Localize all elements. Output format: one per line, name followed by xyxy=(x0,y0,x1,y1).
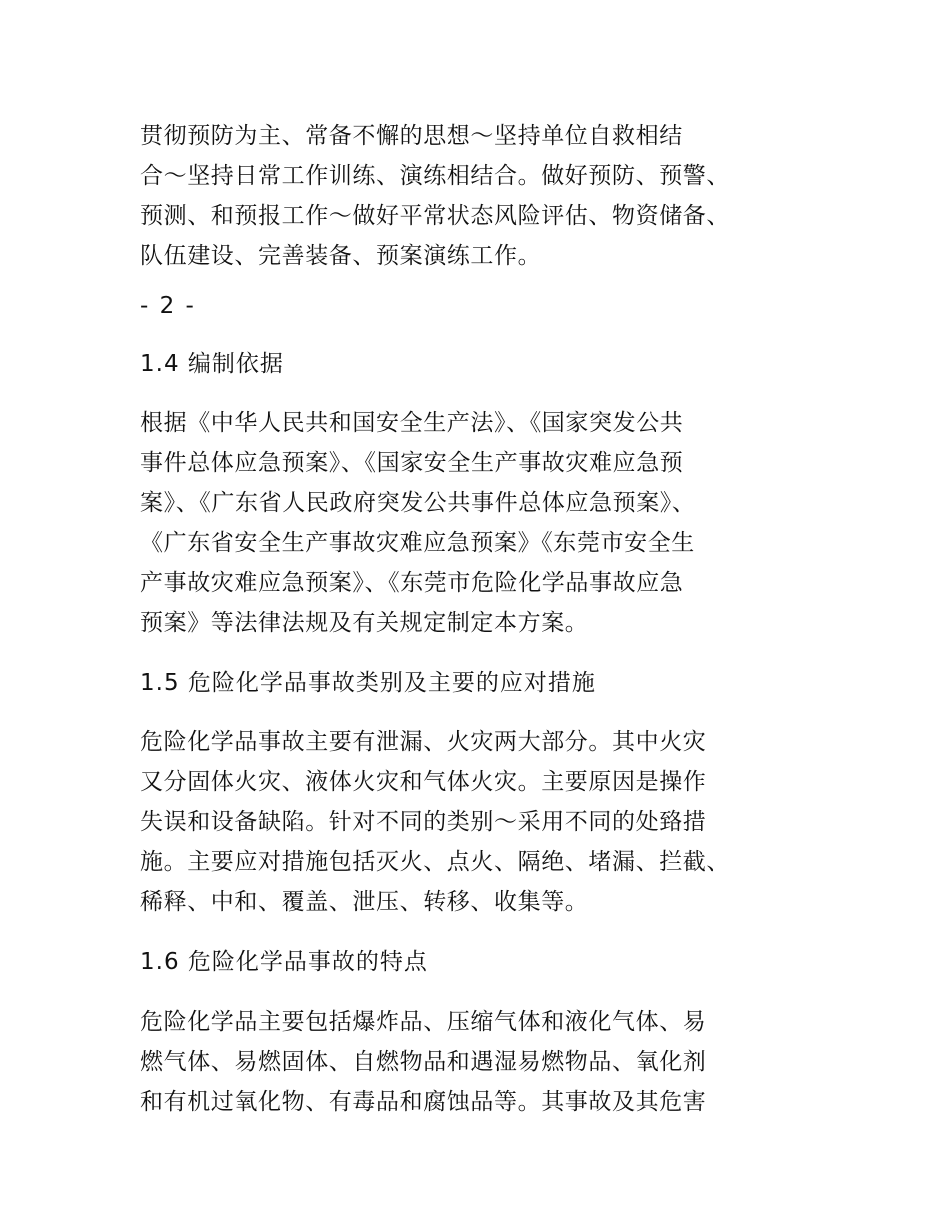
paragraph-line: 贯彻预防为主、常备不懈的思想～坚持单位自救相结 xyxy=(140,123,683,149)
heading-text: 1.5 危险化学品事故类别及主要的应对措施 xyxy=(140,670,596,696)
section-heading-1-6 xyxy=(140,942,820,982)
paragraph-line: 和有机过氧化物、有毒品和腐蚀品等。其事故及其危害 xyxy=(140,1089,707,1115)
heading-text: 1.4 编制依据 xyxy=(140,351,284,377)
section-1-4-paragraph xyxy=(140,403,820,643)
section-heading-1-5 xyxy=(140,663,820,703)
paragraph-line: 《广东省安全生产事故灾难应急预案》《东莞市安全生 xyxy=(140,530,695,556)
intro-paragraph xyxy=(140,116,820,276)
paragraph-line: 稀释、中和、覆盖、泄压、转移、收集等。 xyxy=(140,889,589,915)
paragraph-line: 施。主要应对措施包括灭火、点火、隔绝、堵漏、拦截、 xyxy=(140,849,730,875)
section-1-6-paragraph xyxy=(140,1002,820,1122)
paragraph-line: 预案》等法律法规及有关规定制定本方案。 xyxy=(140,610,589,636)
paragraph-line: 根据《中华人民共和国安全生产法》、《国家突发公共 xyxy=(140,410,684,436)
paragraph-line: 危险化学品事故主要有泄漏、火灾两大部分。其中火灾 xyxy=(140,729,707,755)
paragraph-line: 案》、《广东省人民政府突发公共事件总体应急预案》、 xyxy=(140,490,696,516)
paragraph-line: 产事故灾难应急预案》、《东莞市危险化学品事故应急 xyxy=(140,570,684,596)
paragraph-line: 事件总体应急预案》、《国家安全生产事故灾难应急预 xyxy=(140,450,684,476)
page-number xyxy=(140,286,820,326)
paragraph-line: 又分固体火灾、液体火灾和气体火灾。主要原因是操作 xyxy=(140,769,707,795)
paragraph-line: 队伍建设、完善装备、预案演练工作。 xyxy=(140,243,542,269)
paragraph-line: 燃气体、易燃固体、自燃物品和遇湿易燃物品、氧化剂 xyxy=(140,1049,707,1075)
heading-text: 1.6 危险化学品事故的特点 xyxy=(140,949,428,975)
paragraph-line: 失误和设备缺陷。针对不同的类别～采用不同的处臵措 xyxy=(140,809,707,835)
section-heading-1-4 xyxy=(140,344,820,384)
paragraph-line: 预测、和预报工作～做好平常状态风险评估、物资储备、 xyxy=(140,203,730,229)
page-number-text: - 2 - xyxy=(140,293,196,319)
section-1-5-paragraph xyxy=(140,722,820,922)
paragraph-line: 危险化学品主要包括爆炸品、压缩气体和液化气体、易 xyxy=(140,1009,707,1035)
paragraph-line: 合～坚持日常工作训练、演练相结合。做好预防、预警、 xyxy=(140,163,730,189)
